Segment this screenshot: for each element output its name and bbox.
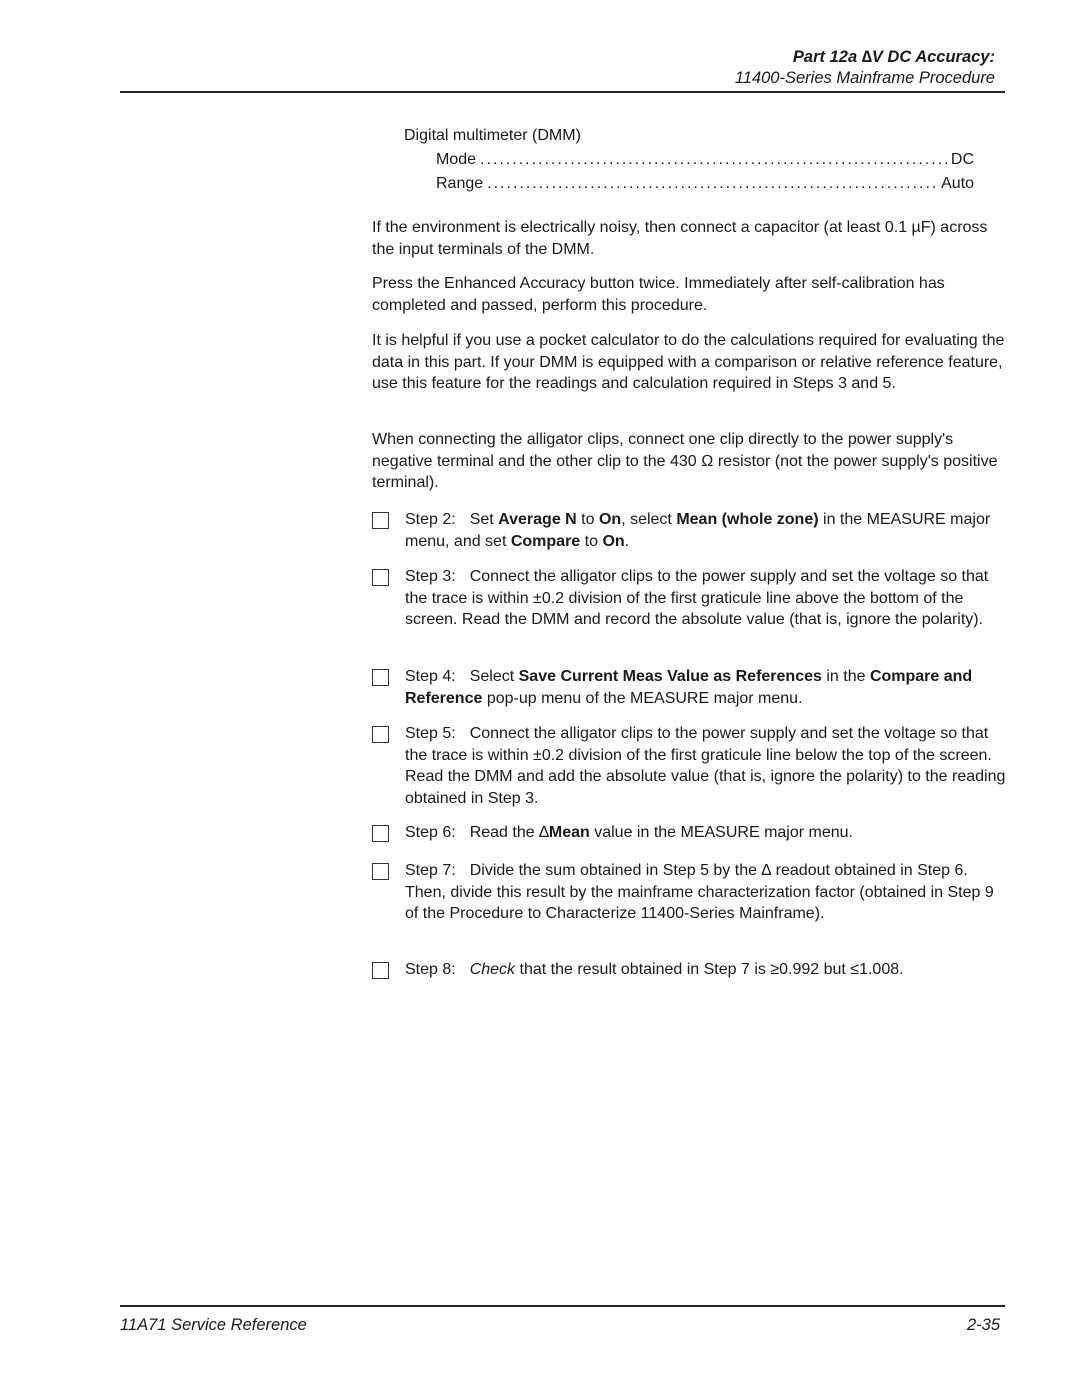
dmm-setting-mode [404,148,974,172]
text-segment: Connect the alligator clips to the power supply and set the voltage so that the trace is within ±0.2 division of the first graticule line below the top of the screen. Read the DMM and add the absolute value (that is, ignore the polarity) to the reading obtained in Step 3. [405,725,1006,807]
text-segment: Range [436,175,484,192]
dmm-setting-range [404,172,974,196]
text-segment: Auto [941,175,974,192]
checkbox[interactable] [372,863,389,880]
text-segment: Set [469,511,499,528]
text-segment: in the MEASURE major menu, and set [405,511,991,550]
text-segment: Step 5: [405,725,456,742]
checkbox[interactable] [372,512,389,529]
text-segment: to [576,511,599,528]
text-segment: Average N [498,511,577,528]
text-segment: On [602,532,625,550]
text-segment: Select [469,668,519,685]
text-segment: Step 7: [405,862,456,879]
text-segment: Step 4: [405,668,456,685]
step-5 [372,723,1007,809]
text-segment: DC [950,151,974,168]
paragraph: When connecting the alligator clips, connect one clip directly to the power supply's negative terminal and the other clip to the 430 Ω resistor (not the power supply's positive terminal). [372,431,998,491]
text-segment: Step 3: [405,568,456,585]
dmm-settings [404,124,974,196]
text-segment: Check [469,961,516,978]
dmm-title: Digital multimeter (DMM) [404,127,581,144]
paragraph: If the environment is electrically noisy, then connect a capacitor (at least 0.1 µF) across the input terminals of the DMM. [372,219,988,258]
checkbox[interactable] [372,569,389,586]
footer-manual-title: 11A71 Service Reference [120,1316,307,1334]
page-number: 2-35 [966,1316,1000,1334]
text-segment: , select [621,511,677,528]
step-7 [372,860,1007,925]
text-segment: Connect the alligator clips to the power supply and set the voltage so that the trace is within ±0.2 division of the first graticule line above the bottom of the screen. Read the DMM and record the absolute value (that is, ignore the polarity). [405,568,989,628]
text-segment: Mean [548,824,590,841]
paragraph: Press the Enhanced Accuracy button twice. Immediately after self-calibration has completed and passed, perform this procedure. [372,275,945,314]
step-3 [372,566,1007,631]
text-segment: Step 6: [405,824,456,841]
text-segment: to [580,532,603,550]
text-segment: Compare and Reference [405,668,973,707]
checkbox[interactable] [372,669,389,686]
checkbox[interactable] [372,726,389,743]
text-segment: . [624,532,630,550]
text-segment: Mode [436,151,477,168]
step-6 [372,822,1007,844]
step-8 [372,959,1007,981]
text-segment: that the result obtained in Step 7 is ≥0.992 but ≤1.008. [515,961,904,978]
footer-rule [120,1305,1005,1307]
header-rule [120,91,1005,93]
step-4 [372,666,1007,709]
text-segment: value in the MEASURE major menu. [589,824,853,841]
text-segment: Step 8: [405,961,456,978]
section-subtitle: 11400-Series Mainframe Procedure [734,69,995,87]
text-segment: On [598,511,622,528]
text-segment: Read the ∆ [469,824,549,841]
text-segment: Divide the sum obtained in Step 5 by the ∆ readout obtained in Step 6. Then, divide this result by the mainframe characterization factor (obtained in Step 9 of the Procedure to Characterize 11400-Series Mainframe). [405,862,994,922]
text-segment: Step 2: [405,511,456,528]
text-segment: Compare [510,532,581,550]
checkbox[interactable] [372,962,389,979]
text-segment: in the [821,668,870,685]
text-segment: pop-up menu of the MEASURE major menu. [482,689,803,707]
checkbox[interactable] [372,825,389,842]
step-2 [372,509,1007,552]
paragraph: It is helpful if you use a pocket calculator to do the calculations required for evaluating the data in this part. If your DMM is equipped with a comparison or relative reference feature, use this feature for the readings and calculation required in Steps 3 and 5. [372,332,1005,392]
section-title: Part 12a ∆V DC Accuracy: [792,48,995,66]
text-segment: Mean (whole zone) [676,511,819,528]
text-segment: Save Current Meas Value as References [518,668,822,685]
